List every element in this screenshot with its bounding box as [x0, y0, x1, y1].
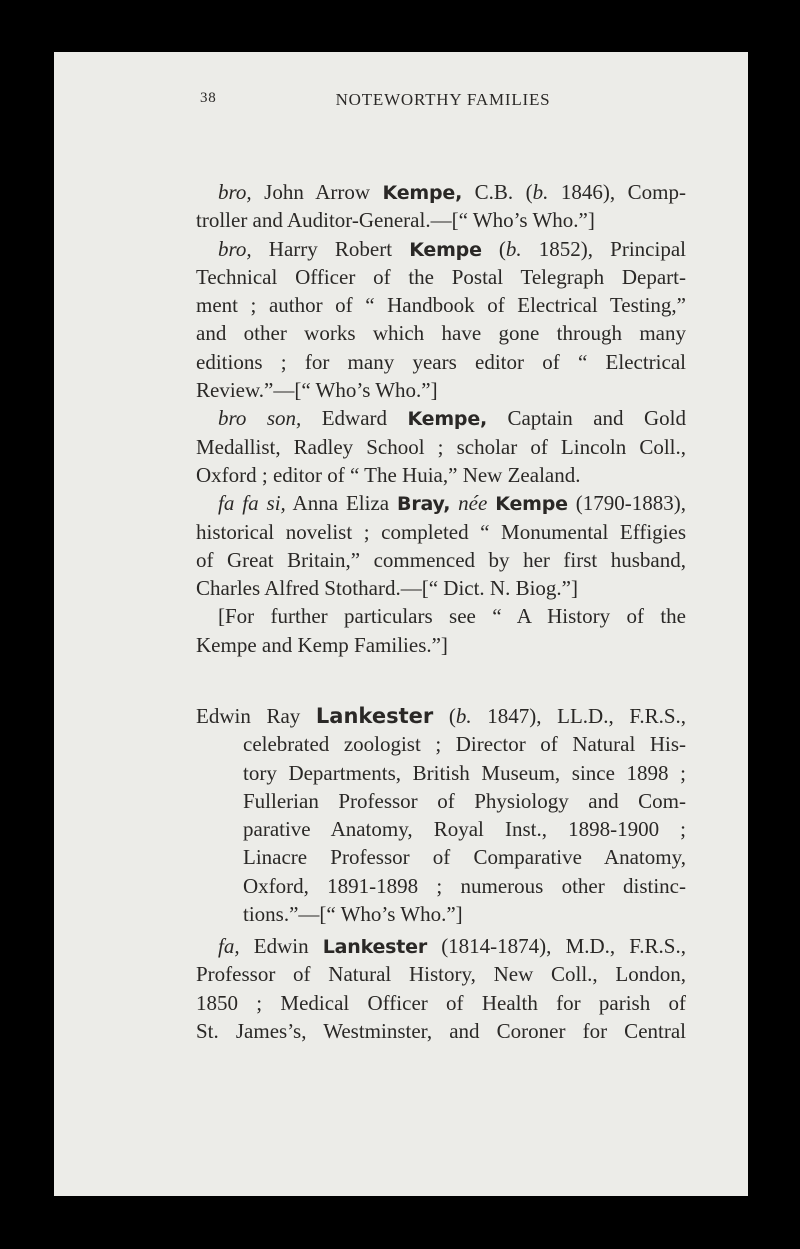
surname: Kempe,: [407, 408, 488, 431]
text-line: Professor of Natural History, New Coll., London,: [196, 962, 686, 987]
entry-anna-eliza-bray: fa fa si, Anna Eliza Bray, née Kempe (1790-1883),: [218, 491, 686, 516]
surname: Lankester: [322, 936, 428, 958]
page-header: [200, 90, 686, 114]
text-line: 1850 ; Medical Officer of Health for parish of: [196, 990, 686, 1015]
text-line: Linacre Professor of Comparative Anatomy,: [243, 845, 686, 870]
entry-edwin-lankester: fa, Edwin Lankester (1814-1874), M.D., F.R.S.,: [218, 934, 686, 958]
entry-harry-robert-kempe: bro, Harry Robert Kempe (b. 1852), Principal: [218, 236, 686, 261]
text-line: Oxford, 1891-1898 ; numerous other distinc-: [243, 873, 686, 898]
text-line: troller and Auditor-General.—[“ Who’s Who.”]: [196, 208, 595, 233]
text-line: Fullerian Professor of Physiology and Com-: [243, 788, 686, 813]
page-number: 38: [200, 90, 217, 106]
entry-john-arrow-kempe: bro, John Arrow Kempe, C.B. (b. 1846), Comp-: [218, 180, 686, 204]
surname: Kempe: [409, 238, 482, 261]
surname: Lankester: [315, 704, 434, 728]
kempe-section: [196, 178, 686, 659]
text-line: tions.”—[“ Who’s Who.”]: [243, 902, 463, 927]
running-title: NOTEWORTHY FAMILIES: [335, 90, 551, 109]
entry-edward-kempe: bro son, Edward Kempe, Captain and Gold: [218, 406, 686, 431]
text-line: Kempe and Kemp Families.”]: [196, 632, 448, 657]
text-line: Review.”—[“ Who’s Who.”]: [196, 378, 438, 403]
text-line: ment ; author of “ Handbook of Electrical Testing,”: [196, 293, 686, 318]
text-line: tory Departments, British Museum, since 1898 ;: [243, 760, 686, 785]
text-line: parative Anatomy, Royal Inst., 1898-1900 ;: [243, 817, 686, 842]
further-particulars-note: [For further particulars see “ A History of the: [218, 604, 686, 629]
lankester-father-section: [196, 932, 686, 1045]
text-line: and other works which have gone through many: [196, 321, 686, 346]
surname: Bray,: [397, 493, 451, 516]
text-line: Medallist, Radley School ; scholar of Lincoln Coll.,: [196, 434, 686, 459]
text-line: editions ; for many years editor of “ Electrical: [196, 349, 686, 374]
text-line: Charles Alfred Stothard.—[“ Dict. N. Biog.”]: [196, 576, 578, 601]
surname: Kempe: [495, 493, 568, 516]
surname: Kempe,: [382, 182, 463, 204]
text-line: Technical Officer of the Postal Telegraph Depart-: [196, 264, 686, 289]
text-line: Oxford ; editor of “ The Huia,” New Zealand.: [196, 462, 581, 487]
text-line: St. James’s, Westminster, and Coroner for Central: [196, 1018, 686, 1043]
text-line: celebrated zoologist ; Director of Natural His-: [243, 732, 686, 757]
lankester-section: [196, 702, 686, 928]
text-line: historical novelist ; completed “ Monumental Effigies: [196, 519, 686, 544]
entry-edwin-ray-lankester: Edwin Ray Lankester (b. 1847), LL.D., F.R.S.,: [196, 704, 686, 728]
text-line: of Great Britain,” commenced by her first husband,: [196, 547, 686, 572]
